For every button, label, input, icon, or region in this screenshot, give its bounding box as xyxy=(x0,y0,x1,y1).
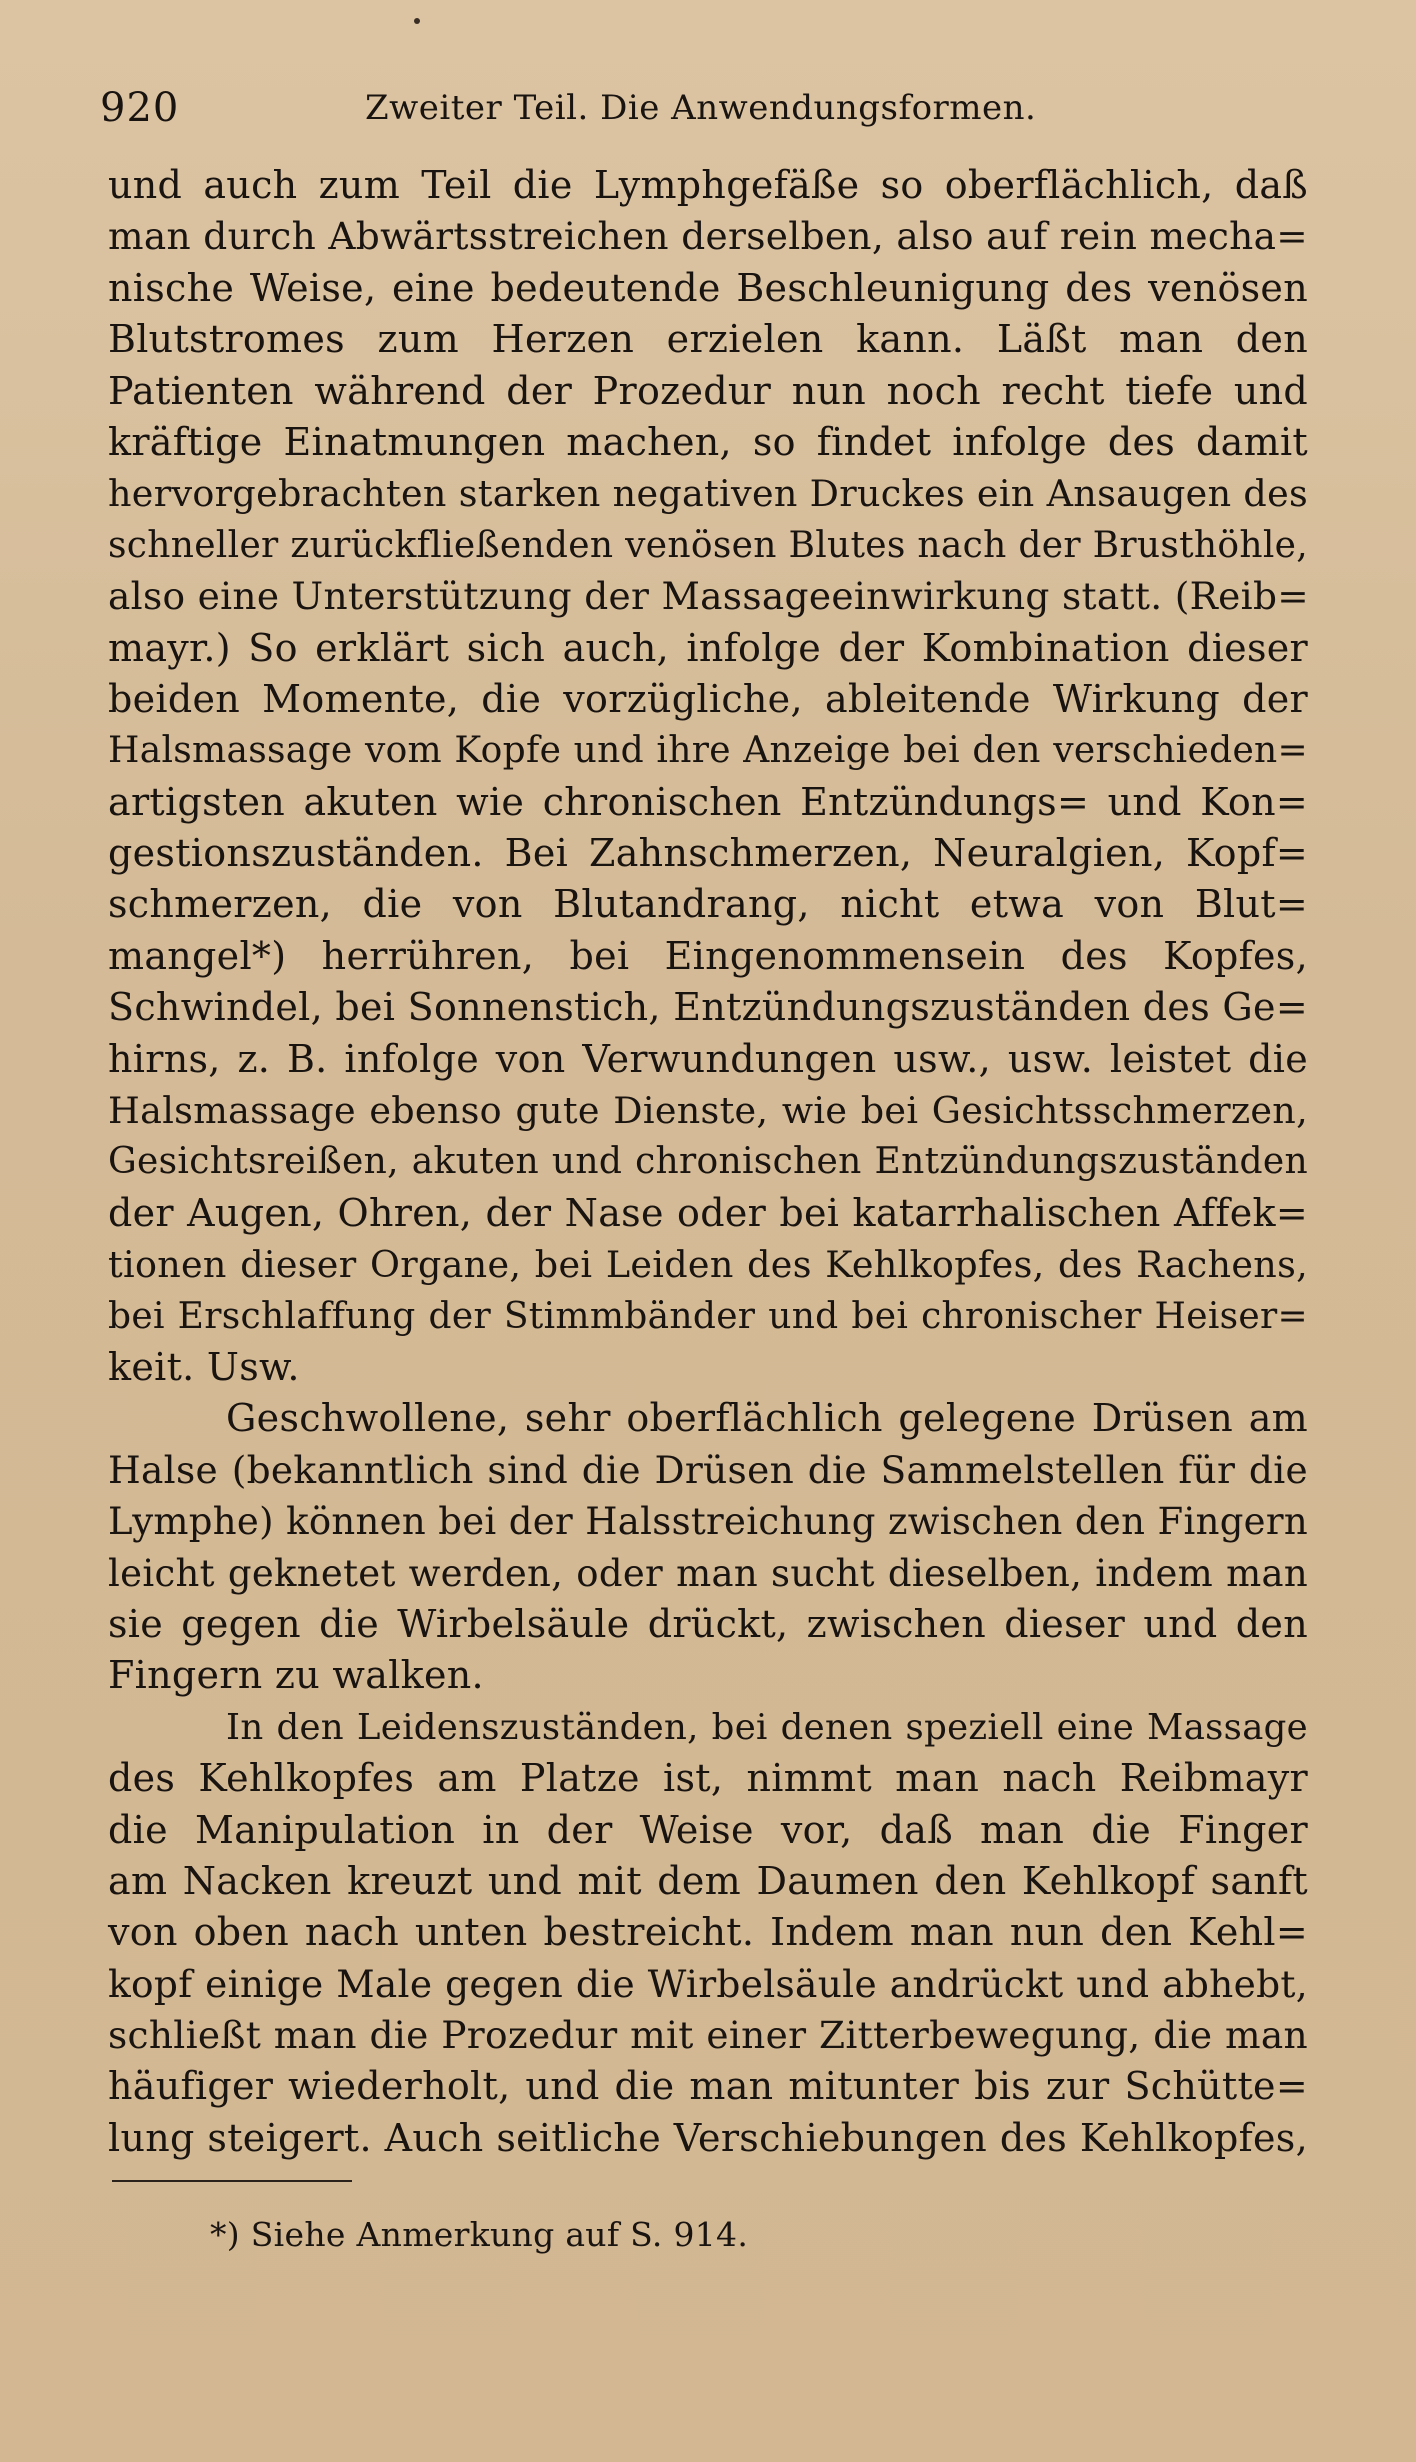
text-line: und auch zum Teil die Lymphgefäße so oberflächlich, daß xyxy=(108,163,1308,207)
text-line: mangel*) herrühren, bei Eingenommensein des Kopfes, xyxy=(108,933,1308,978)
footnote-separator xyxy=(112,2180,352,2182)
text-line: Gesichtsreißen, akuten und chronischen Entzündungszuständen xyxy=(108,1141,1308,1183)
text-line: hirns, z. B. infolge von Verwundungen usw., usw. leistet die xyxy=(108,1036,1308,1081)
text-line: schneller zurückfließenden venösen Blutes nach der Brusthöhle, xyxy=(108,524,1308,566)
running-head xyxy=(100,78,1320,138)
running-head-title: Zweiter Teil. Die Anwendungsformen. xyxy=(365,88,1037,128)
paragraph-end-line: keit. Usw. xyxy=(108,1344,300,1389)
text-line: Halsmassage ebenso gute Dienste, wie bei Gesichtsschmerzen, xyxy=(108,1089,1308,1133)
text-line: gestionszuständen. Bei Zahnschmerzen, Neuralgien, Kopf= xyxy=(108,831,1308,876)
print-speck xyxy=(414,18,420,24)
text-line: hervorgebrachten starken negativen Druckes ein Ansaugen des xyxy=(108,472,1308,516)
text-line: beiden Momente, die vorzügliche, ableitende Wirkung der xyxy=(108,676,1308,721)
text-line: also eine Unterstützung der Massageeinwirkung statt. (Reib= xyxy=(108,574,1309,619)
text-line: leicht geknetet werden, oder man sucht dieselben, indem man xyxy=(108,1551,1308,1595)
text-line: am Nacken kreuzt und mit dem Daumen den Kehlkopf sanft xyxy=(108,1858,1308,1903)
text-line: artigsten akuten wie chronischen Entzündungs= und Kon= xyxy=(108,779,1308,824)
paragraph-start-line: Geschwollene, sehr oberflächlich gelegene Drüsen am xyxy=(226,1396,1308,1441)
text-line: Halsmassage vom Kopfe und ihre Anzeige bei den verschieden= xyxy=(108,730,1308,772)
text-line: kopf einige Male gegen die Wirbelsäule andrückt und abhebt, xyxy=(108,1961,1308,2006)
text-line: der Augen, Ohren, der Nase oder bei katarrhalischen Affek= xyxy=(108,1190,1308,1235)
text-line: Blutstromes zum Herzen erzielen kann. Läßt man den xyxy=(108,317,1308,362)
paragraph-start-line: In den Leidenszuständen, bei denen speziell eine Massage xyxy=(226,1706,1308,1748)
text-line: man durch Abwärtsstreichen derselben, also auf rein mecha= xyxy=(108,214,1308,259)
paragraph-end-line: Fingern zu walken. xyxy=(108,1653,484,1698)
text-line: Lymphe) können bei der Halsstreichung zwischen den Fingern xyxy=(108,1500,1308,1544)
text-line: schmerzen, die von Blutandrang, nicht etwa von Blut= xyxy=(108,882,1308,927)
text-line: von oben nach unten bestreicht. Indem man nun den Kehl= xyxy=(108,1910,1308,1955)
text-line: des Kehlkopfes am Platze ist, nimmt man nach Reibmayr xyxy=(108,1756,1308,1801)
text-line: tionen dieser Organe, bei Leiden des Kehlkopfes, des Rachens, xyxy=(108,1243,1308,1287)
text-line: die Manipulation in der Weise vor, daß man die Finger xyxy=(108,1807,1308,1852)
text-line: nische Weise, eine bedeutende Beschleunigung des venösen xyxy=(108,265,1308,310)
text-line: Patienten während der Prozedur nun noch recht tiefe und xyxy=(108,368,1308,413)
text-line: sie gegen die Wirbelsäule drückt, zwischen dieser und den xyxy=(108,1601,1308,1646)
page-number: 920 xyxy=(100,85,180,131)
text-line: schließt man die Prozedur mit einer Zitterbewegung, die man xyxy=(108,2013,1308,2058)
text-line: kräftige Einatmungen machen, so findet infolge des damit xyxy=(108,419,1308,464)
footnote: *) Siehe Anmerkung auf S. 914. xyxy=(210,2215,749,2254)
text-line: bei Erschlaffung der Stimmbänder und bei chronischer Heiser= xyxy=(108,1295,1308,1337)
text-line: mayr.) So erklärt sich auch, infolge der Kombination dieser xyxy=(108,625,1308,670)
text-line: lung steigert. Auch seitliche Verschiebungen des Kehlkopfes, xyxy=(108,2115,1308,2160)
text-line: häufiger wiederholt, und die man mitunter bis zur Schütte= xyxy=(108,2064,1308,2109)
text-line: Halse (bekanntlich sind die Drüsen die Sammelstellen für die xyxy=(108,1447,1308,1492)
text-line: Schwindel, bei Sonnenstich, Entzündungszuständen des Ge= xyxy=(108,985,1308,1030)
body-text xyxy=(108,160,1308,2164)
